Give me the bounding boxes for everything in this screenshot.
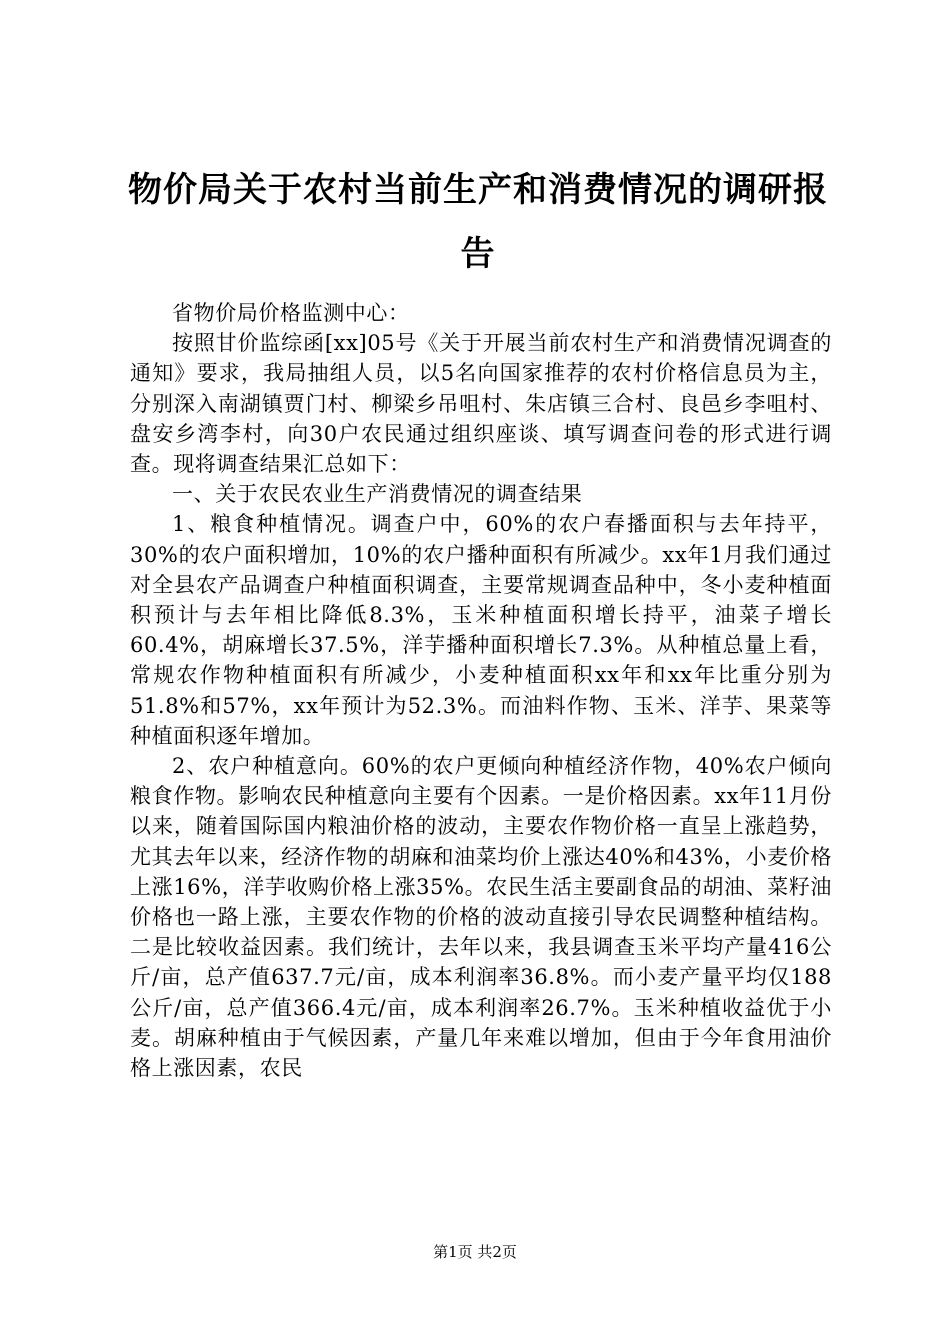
paragraph-grain-planting: 1、粮食种植情况。调查户中，60%的农户春播面积与去年持平，30%的农户面积增加，10%的农户播种面积有所减少。xx年1月我们通过对全县农产品调查户种植面积调查，主要常规调查品种中，冬小麦种植面积预计与去年相比降低8.3%，玉米种植面积增长持平，油菜子增长60.4%，胡麻增长37.5%，洋芋播种面积增长7.3%。从种植总量上看，常规农作物种植面积有所减少，小麦种植面积xx年和xx年比重分别为51.8%和57%，xx年预计为52.3%。而油料作物、玉米、洋芋、果菜等种植面积逐年增加。 — [130, 512, 832, 748]
document-body — [130, 298, 832, 1083]
page-footer: 第1页 共2页 — [433, 1243, 517, 1261]
intro-paragraph: 按照甘价监综函[xx]05号《关于开展当前农村生产和消费情况调查的通知》要求，我局抽组人员，以5名向国家推荐的农村价格信息员为主，分别深入南湖镇贾门村、柳梁乡吊咀村、朱店镇三合村、良邑乡李咀村、盘安乡湾李村，向30户农民通过组织座谈、填写调查问卷的形式进行调查。现将调查结果汇总如下： — [130, 331, 832, 477]
section-heading: 一、关于农民农业生产消费情况的调查结果 — [172, 482, 583, 507]
salutation: 省物价局价格监测中心： — [172, 301, 410, 325]
paragraph-planting-intention: 2、农户种植意向。60%的农户更倾向种植经济作物，40%农户倾向粮食作物。影响农民种植意向主要有个因素。一是价格因素。xx年11月份以来，随着国际国内粮油价格的波动，主要农作物价格一直呈上涨趋势，尤其去年以来，经济作物的胡麻和油菜均价上涨达40%和43%，小麦价格上涨16%，洋芋收购价格上涨35%。农民生活主要副食品的胡油、菜籽油价格也一路上涨，主要农作物的价格的波动直接引导农民调整种植结构。二是比较收益因素。我们统计，去年以来，我县调查玉米平均产量416公斤/亩，总产值637.7元/亩，成本利润率36.8%。而小麦产量平均仅188公斤/亩，总产值366.4元/亩，成本利润率26.7%。玉米种植收益优于小麦。胡麻种植由于气候因素，产量几年来难以增加，但由于今年食用油价格上涨因素，农民 — [130, 754, 832, 1081]
document-title: 物价局关于农村当前生产和消费情况的调研报告 — [128, 170, 828, 274]
